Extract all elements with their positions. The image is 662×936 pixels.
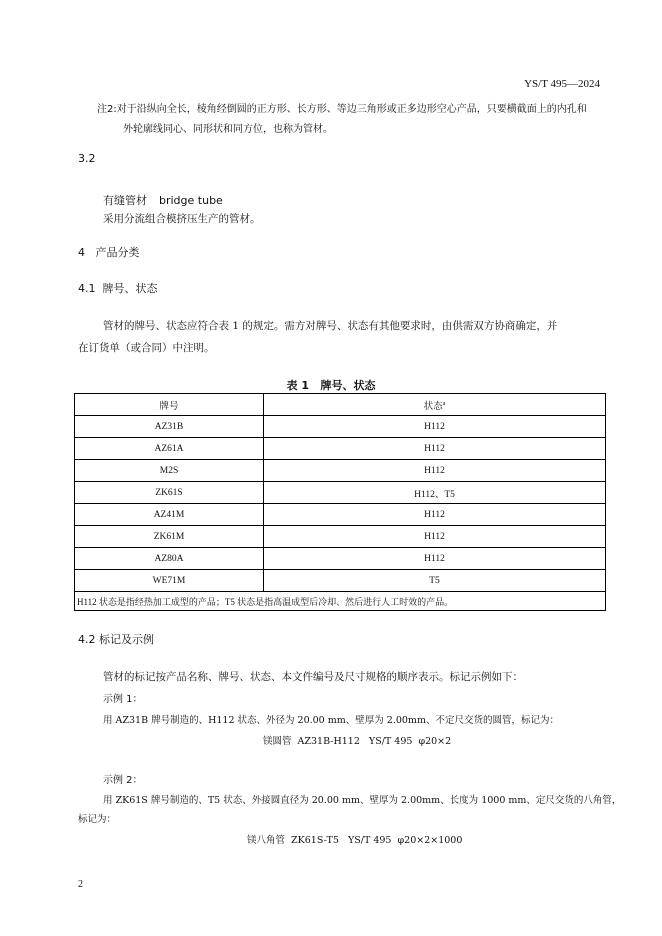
section-4-1-para-line-2: 在订货单（或合同）中注明。 [78, 342, 215, 354]
section-4-2-heading: 4.2 标记及示例 [78, 633, 154, 646]
header-temper-label: 状态 [423, 401, 443, 412]
cell-temper: T5 [264, 570, 606, 592]
cell-grade: ZK61S [75, 482, 264, 504]
section-3-2-number: 3.2 [78, 152, 96, 165]
page-number: 2 [78, 879, 83, 890]
example-2-line-1: 用 ZK61S 牌号制造的、T5 状态、外接圆直径为 20.00 mm、壁厚为 2.00mm、长度为 1000 mm、定尺交货的八角管， [103, 795, 622, 806]
cell-temper: H112 [264, 460, 606, 482]
section-4-heading: 4 产品分类 [78, 246, 140, 259]
cell-temper: H112 [264, 526, 606, 548]
note-2 [97, 100, 607, 140]
example-1-label: 示例 1： [103, 694, 143, 705]
example-1-marking: 镁圆管 AZ31B-H112 YS/T 495 φ20×2 [263, 736, 452, 747]
term-en: bridge tube [159, 194, 223, 207]
table-header-row [75, 394, 606, 416]
table-row [75, 438, 606, 460]
term-definition: 采用分流组合模挤压生产的管材。 [103, 213, 261, 225]
note-label: 注2: [97, 104, 117, 115]
table-row [75, 460, 606, 482]
table-row [75, 482, 606, 504]
cell-grade: AZ31B [75, 416, 264, 438]
cell-temper: H112、T5 [264, 482, 606, 504]
header-temper-footnote-mark: a [442, 400, 446, 407]
cell-grade: AZ61A [75, 438, 264, 460]
section-4-1-para-line-1: 管材的牌号、状态应符合表 1 的规定。需方对牌号、状态有其他要求时，由供需双方协商确定，并 [103, 320, 558, 332]
table-row [75, 416, 606, 438]
cell-temper: H112 [264, 548, 606, 570]
cell-grade: AZ80A [75, 548, 264, 570]
section-4-1-heading: 4.1 牌号、状态 [78, 282, 158, 295]
cell-grade: M2S [75, 460, 264, 482]
header-temper [264, 394, 606, 416]
example-1-text: 用 AZ31B 牌号制造的、H112 状态、外径为 20.00 mm、壁厚为 2.00mm、不定尺交货的圆管，标记为： [103, 715, 559, 726]
note-line-1: 对于沿纵向全长，棱角经倒圆的正方形、长方形、等边三角形或正多边形空心产品，只要横截面上的内孔和 [116, 104, 587, 115]
term-bridge-tube [103, 192, 223, 208]
term-zh: 有缝管材 [103, 194, 147, 207]
cell-temper: H112 [264, 504, 606, 526]
table-caption: 表 1 牌号、状态 [286, 379, 376, 392]
cell-grade: WE71M [75, 570, 264, 592]
table-row [75, 548, 606, 570]
example-2-marking: 镁八角管 ZK61S-T5 YS/T 495 φ20×2×1000 [247, 835, 463, 846]
cell-temper: H112 [264, 438, 606, 460]
header-grade: 牌号 [75, 394, 264, 416]
table-footnote: H112 状态是指经热加工成型的产品；T5 状态是指高温成型后冷却、然后进行人工时效的产品。 [75, 592, 606, 611]
section-4-2-intro: 管材的标记按产品名称、牌号、状态、本文件编号及尺寸规格的顺序表示。标记示例如下： [103, 671, 523, 683]
document-number: YS/T 495—2024 [524, 78, 600, 90]
cell-temper: H112 [264, 416, 606, 438]
table-row [75, 526, 606, 548]
grade-temper-table [74, 393, 606, 611]
cell-grade: ZK61M [75, 526, 264, 548]
table-row [75, 570, 606, 592]
example-2-line-2: 标记为： [78, 814, 117, 825]
table-footnote-row [75, 592, 606, 611]
note-line-2: 外轮廓线同心、同形状和同方位，也称为管材。 [123, 124, 333, 135]
table-row [75, 504, 606, 526]
cell-grade: AZ41M [75, 504, 264, 526]
example-2-label: 示例 2： [103, 775, 143, 786]
